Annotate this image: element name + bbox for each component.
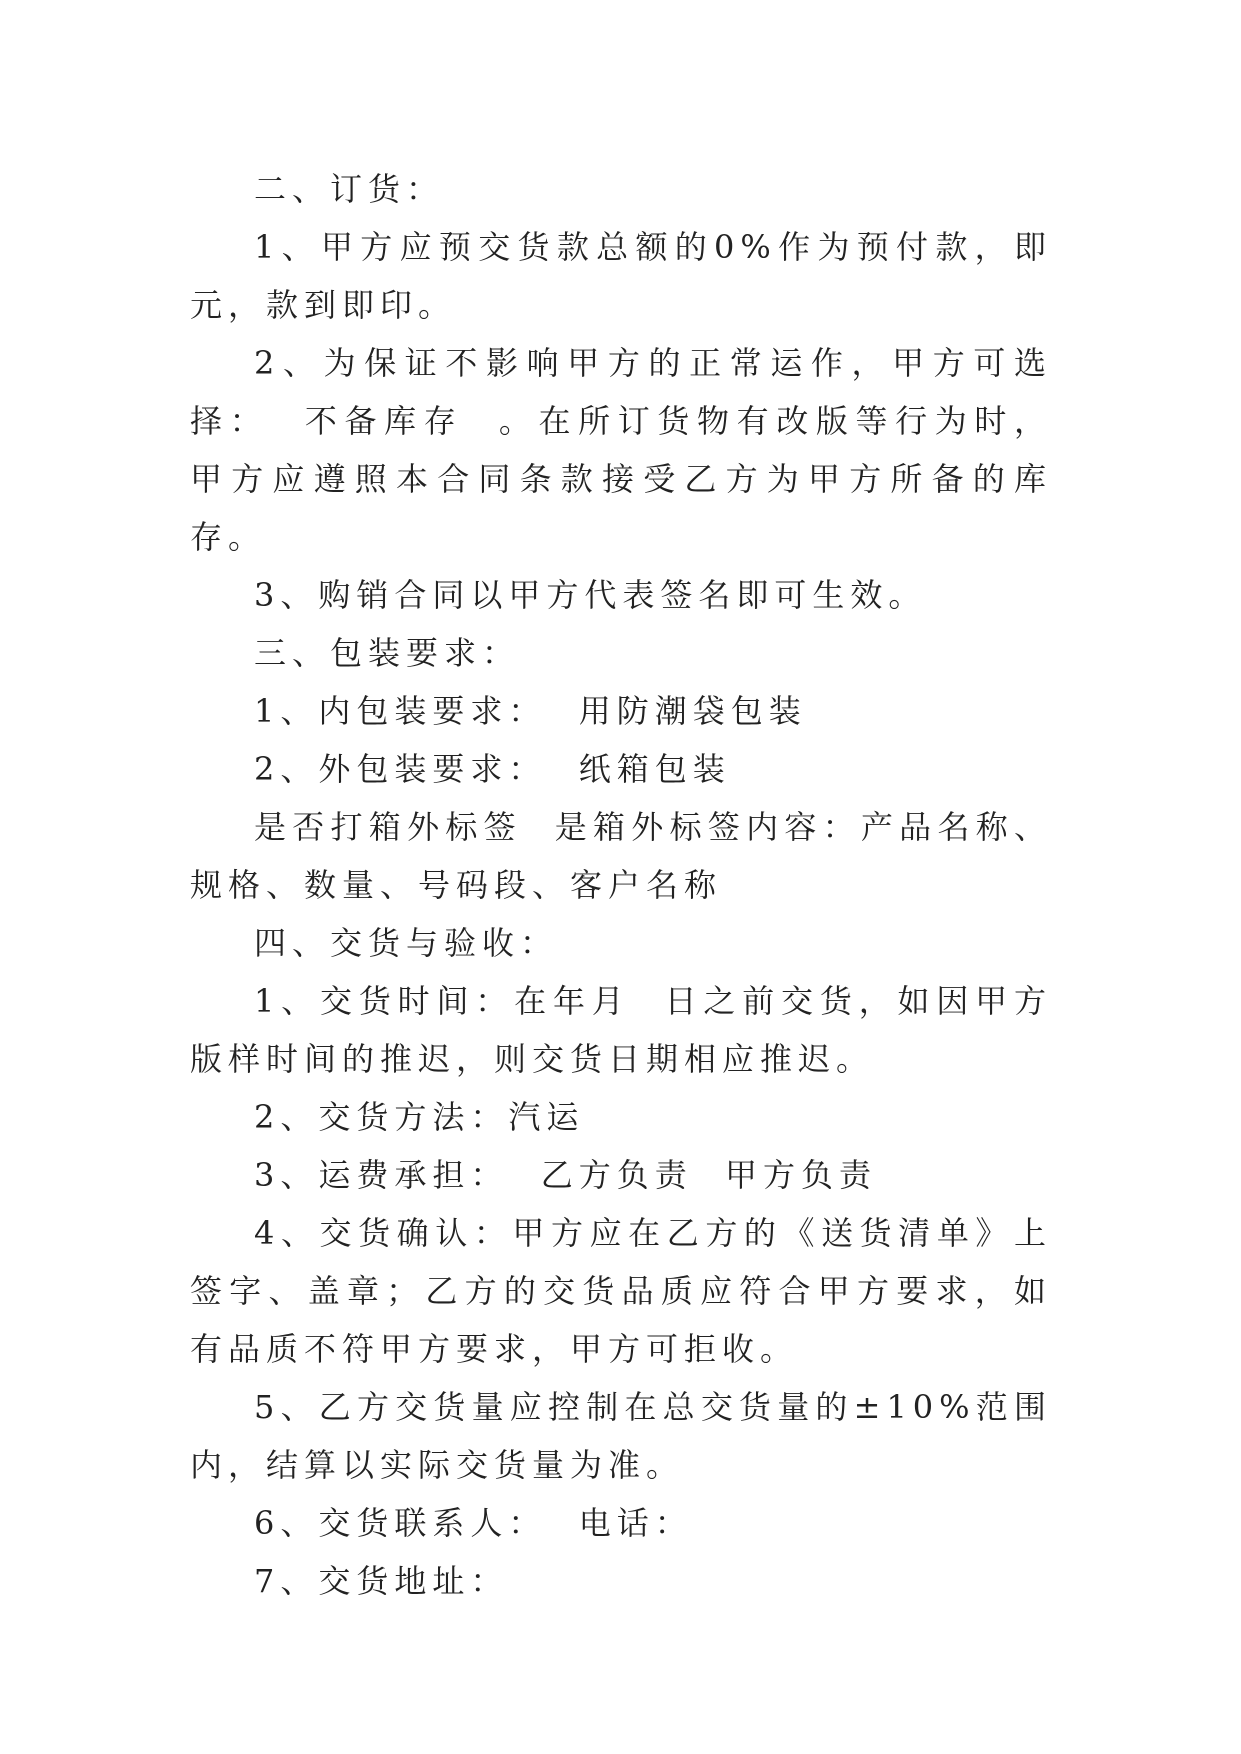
document-body	[190, 160, 1052, 1610]
clause-delivery-quantity: 5、乙方交货量应控制在总交货量的±10%范围内，结算以实际交货量为准。	[190, 1388, 1052, 1484]
clause-delivery-confirmation: 4、交货确认：甲方应在乙方的《送货清单》上签字、盖章；乙方的交货品质应符合甲方要求，如有品质不符甲方要求，甲方可拒收。	[190, 1214, 1052, 1368]
section-heading-ordering: 二、订货：	[254, 170, 445, 208]
section-heading-packaging: 三、包装要求：	[254, 634, 521, 672]
clause-outer-label: 是否打箱外标签 是箱外标签内容：产品名称、规格、数量、号码段、客户名称	[190, 808, 1052, 904]
clause-delivery-contact: 6、交货联系人： 电话：	[254, 1504, 693, 1542]
clause-inner-packaging: 1、内包装要求： 用防潮袋包装	[254, 692, 807, 730]
section-heading-delivery: 四、交货与验收：	[254, 924, 559, 962]
clause-outer-packaging: 2、外包装要求： 纸箱包装	[254, 750, 731, 788]
clause-delivery-address: 7、交货地址：	[254, 1562, 509, 1600]
clause-freight: 3、运费承担： 乙方负责 甲方负责	[254, 1156, 878, 1194]
clause-delivery-method: 2、交货方法：汽运	[254, 1098, 585, 1136]
clause-prepayment: 1、甲方应预交货款总额的0%作为预付款，即元，款到即印。	[190, 228, 1052, 324]
clause-inventory-option: 2、为保证不影响甲方的正常运作，甲方可选择： 不备库存 。在所订货物有改版等行为时，甲方应遵照本合同条款接受乙方为甲方所备的库存。	[190, 344, 1052, 556]
clause-contract-effect: 3、购销合同以甲方代表签名即可生效。	[254, 576, 927, 614]
clause-delivery-time: 1、交货时间：在年月 日之前交货，如因甲方版样时间的推迟，则交货日期相应推迟。	[190, 982, 1052, 1078]
